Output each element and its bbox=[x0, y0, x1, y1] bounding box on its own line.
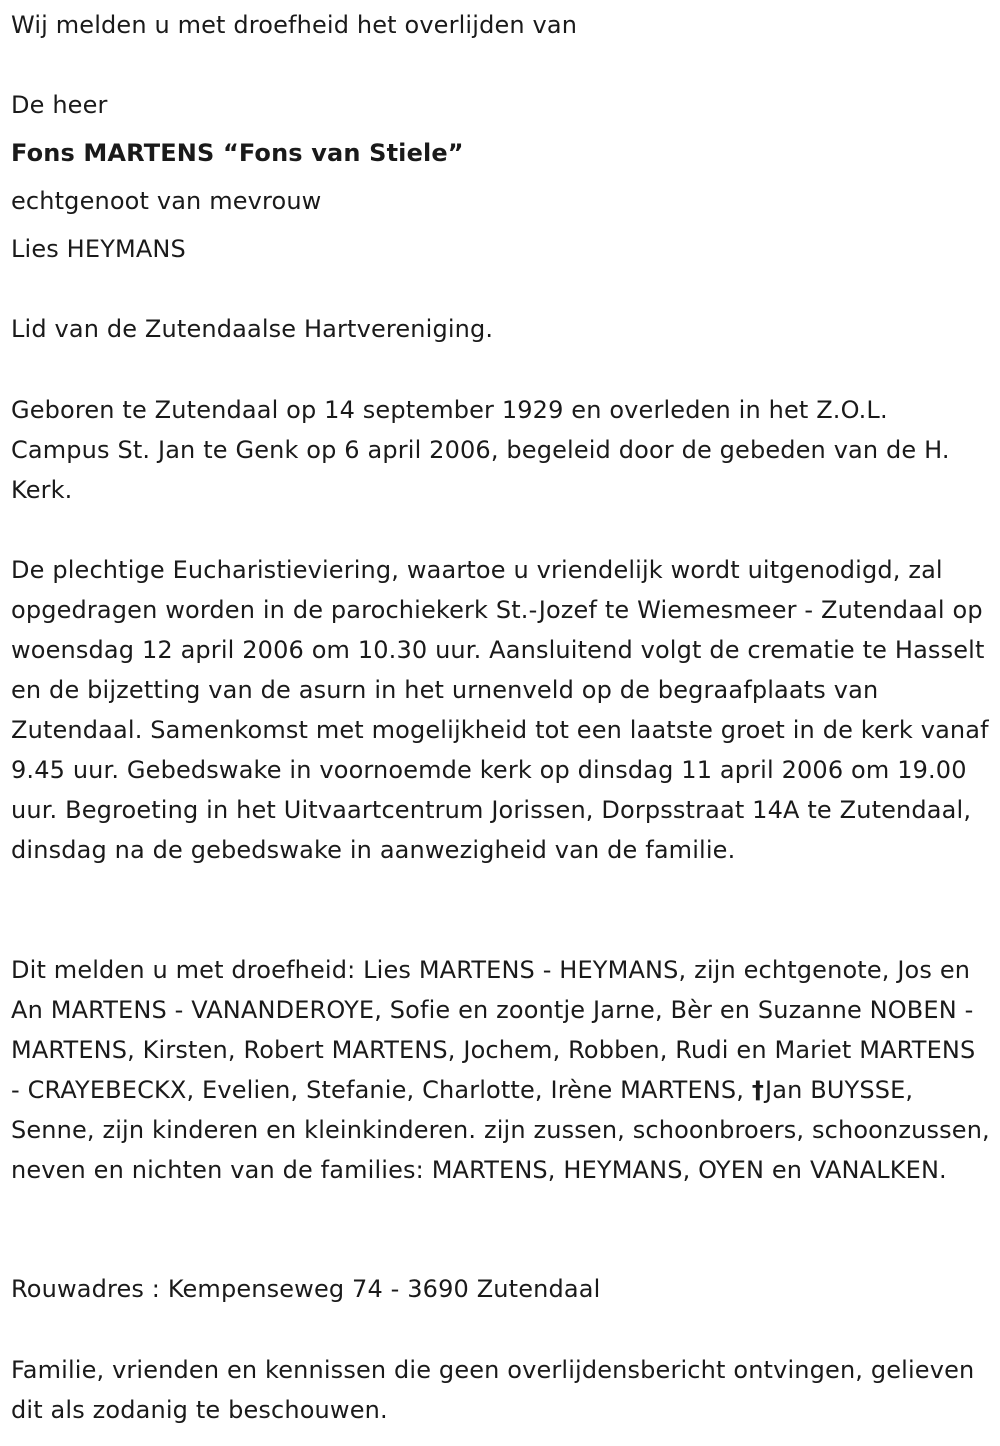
cross-icon: † bbox=[751, 1076, 764, 1104]
deceased-name: Fons MARTENS “Fons van Stiele” bbox=[11, 139, 464, 167]
family-paragraph bbox=[11, 950, 991, 1190]
ceremony-paragraph: De plechtige Eucharistieviering, waartoe u vriendelijk wordt uitgenodigd, zal opgedragen worden in de parochiekerk St.-Jozef te Wiemesmeer - Zutendaal op woensdag 12 april 2006 om 10.30 uur. Aansluitend volgt de crematie te Hasselt en de bijzetting van de asurn in het urnenveld op de begraafplaats van Zutendaal. Samenkomst met mogelijkheid tot een laatste groet in de kerk vanaf 9.45 uur. Gebedswake in voornoemde kerk op dinsdag 11 april 2006 om 19.00 uur. Begroeting in het Uitvaartcentrum Jorissen, Dorpsstraat 14A te Zutendaal, dinsdag na de gebedswake in aanwezigheid van de familie. bbox=[11, 556, 989, 864]
family-text-part-1: Dit melden u met droefheid: Lies MARTENS - HEYMANS, zijn echtgenote, Jos en An MARTENS - VANANDEROYE, Sofie en zoontje Jarne, Bèr en Suzanne NOBEN - MARTENS, Kirsten, Robert MARTENS, Jochem, Robben, Rudi en Mariet MARTENS - CRAYEBECKX, Evelien, Stefanie, Charlotte, Irène MARTENS, bbox=[11, 956, 976, 1104]
spouse-label: echtgenoot van mevrouw bbox=[11, 187, 322, 215]
intro-text: Wij melden u met droefheid het overlijden van bbox=[11, 11, 578, 39]
salutation: De heer bbox=[11, 91, 108, 119]
family-text-part-2: Jan BUYSSE, Senne, zijn kinderen en kleinkinderen. zijn zussen, schoonbroers, schoonzussen, neven en nichten van de families: MARTENS, HEYMANS, OYEN en VANALKEN. bbox=[11, 1076, 990, 1184]
closing-paragraph: Familie, vrienden en kennissen die geen overlijdensbericht ontvingen, gelieven dit als zodanig te beschouwen. bbox=[11, 1356, 975, 1424]
membership-text: Lid van de Zutendaalse Hartvereniging. bbox=[11, 315, 494, 343]
birth-death-paragraph: Geboren te Zutendaal op 14 september 1929 en overleden in het Z.O.L. Campus St. Jan te Genk op 6 april 2006, begeleid door de gebeden van de H. Kerk. bbox=[11, 396, 950, 504]
mourning-address: Rouwadres : Kempenseweg 74 - 3690 Zutendaal bbox=[11, 1275, 601, 1303]
spouse-name: Lies HEYMANS bbox=[11, 235, 186, 263]
